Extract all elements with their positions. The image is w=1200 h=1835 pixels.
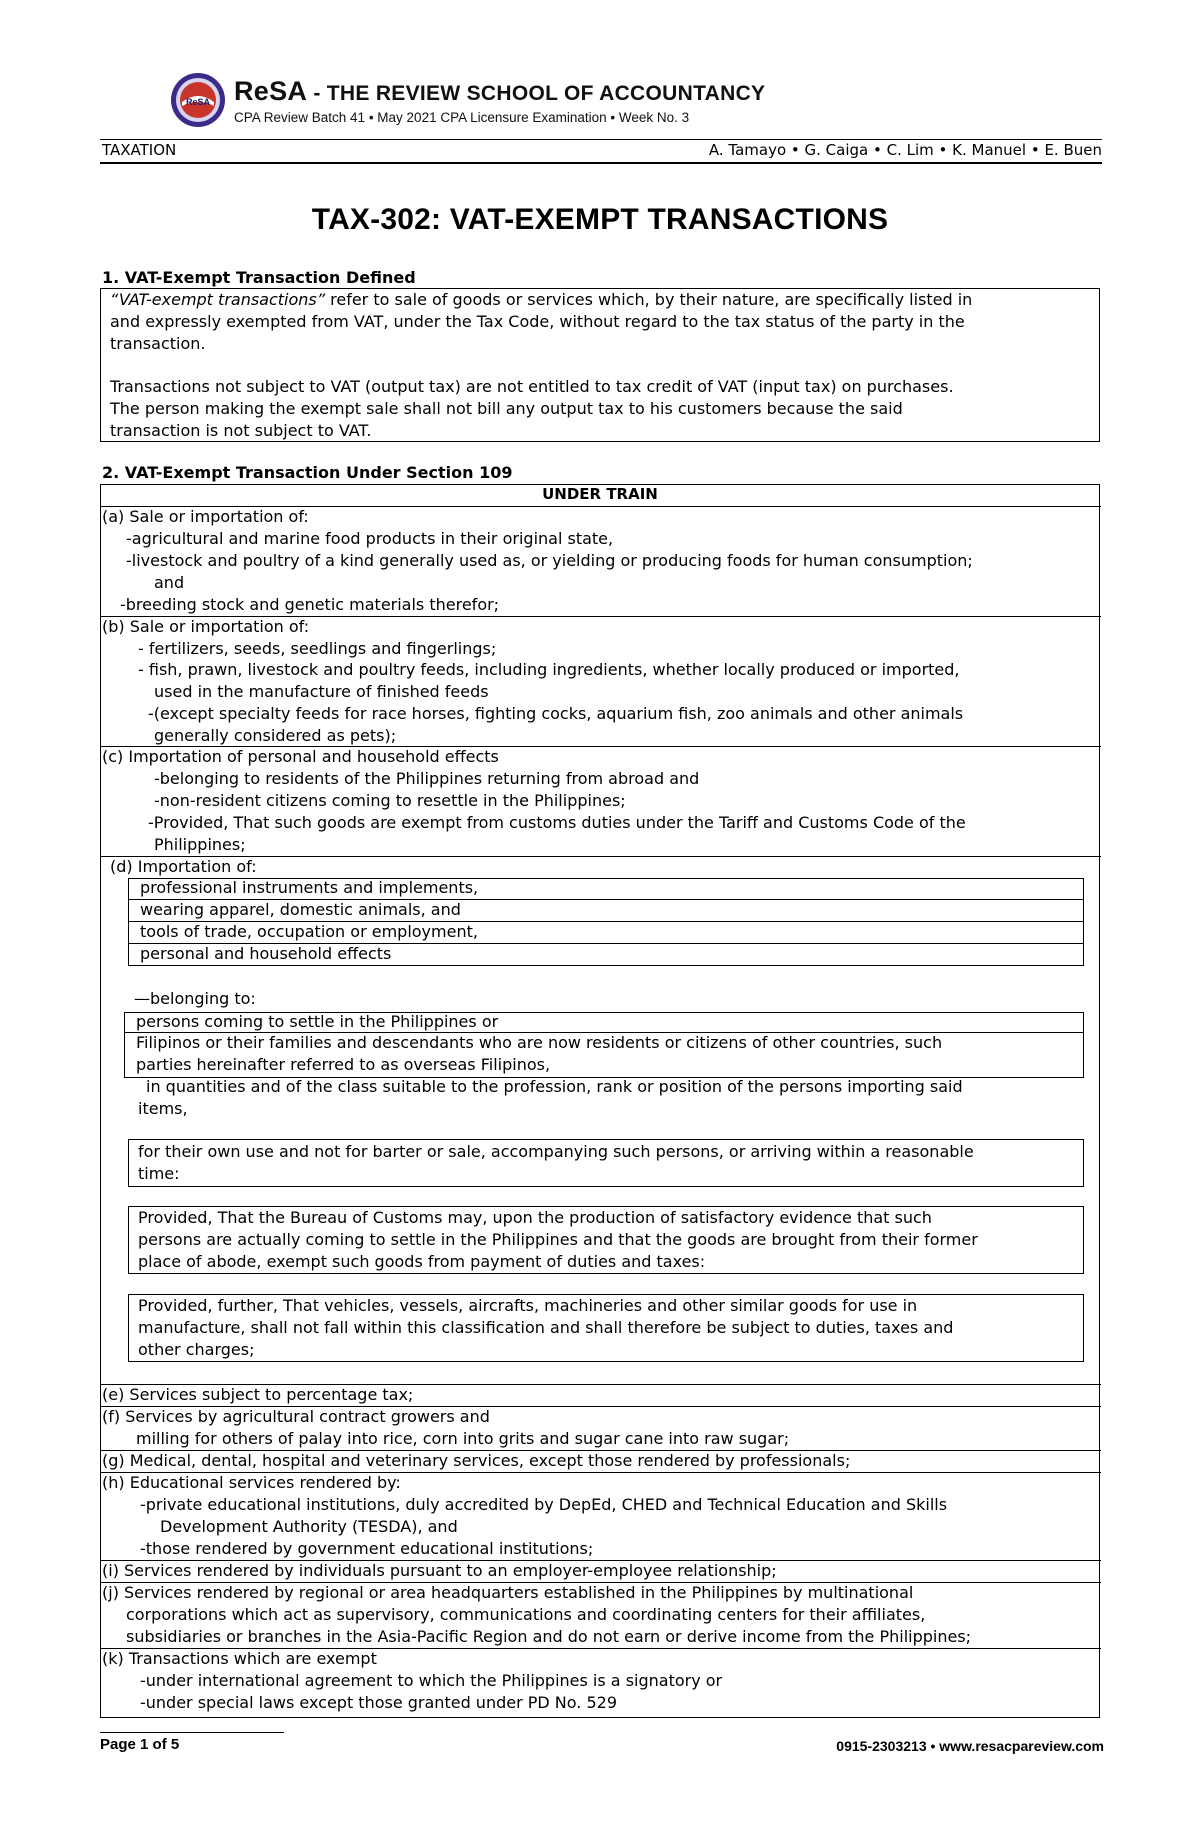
item-h-line: (h) Educational services rendered by:: [102, 1473, 401, 1492]
item-b-line: -(except specialty feeds for race horses, fighting cocks, aquarium fish, zoo animals and other animals: [148, 704, 964, 723]
item-c-line: Philippines;: [154, 835, 246, 854]
definition-line-4: Transactions not subject to VAT (output tax) are not entitled to tax credit of VAT (input tax) on purchases.: [110, 377, 954, 396]
item-k-line: (k) Transactions which are exempt: [102, 1649, 377, 1668]
item-j-line: subsidiaries or branches in the Asia-Pacific Region and do not earn or derive income from the Philippines;: [126, 1627, 972, 1646]
header-rule-top: [100, 139, 1102, 140]
d-persons-line: Filipinos or their families and descendants who are now residents or citizens of other countries, such: [136, 1033, 943, 1052]
item-b-line: used in the manufacture of finished feeds: [154, 682, 489, 701]
item-a-line: (a) Sale or importation of:: [102, 507, 309, 526]
d-belonging-label: —belonging to:: [134, 989, 256, 1008]
page-title: TAX-302: VAT-EXEMPT TRANSACTIONS: [311, 203, 889, 236]
d-persons-line: parties hereinafter referred to as overseas Filipinos,: [136, 1055, 551, 1074]
item-j-line: (j) Services rendered by regional or area headquarters established in the Philippines by multinational: [102, 1583, 914, 1602]
item-f-line: (f) Services by agricultural contract growers and: [102, 1407, 490, 1426]
item-b-line: - fertilizers, seeds, seedlings and fingerlings;: [138, 639, 497, 658]
d-proviso1-line: Provided, That the Bureau of Customs may, upon the production of satisfactory evidence that such: [138, 1208, 932, 1227]
item-d-heading: (d) Importation of:: [110, 857, 257, 876]
d-quantities-line: in quantities and of the class suitable to the profession, rank or position of the persons importing said: [146, 1077, 963, 1096]
item-f-line: milling for others of palay into rice, corn into grits and sugar cane into raw sugar;: [136, 1429, 790, 1448]
item-i-line: (i) Services rendered by individuals pursuant to an employer-employee relationship;: [102, 1561, 777, 1580]
item-k-line: -under special laws except those granted under PD No. 529: [140, 1693, 617, 1712]
item-k-line: -under international agreement to which the Philippines is a signatory or: [140, 1671, 723, 1690]
item-g-line: (g) Medical, dental, hospital and veterinary services, except those rendered by professionals;: [102, 1451, 851, 1470]
header-rule-bottom: [100, 162, 1102, 164]
item-b-line: generally considered as pets);: [154, 726, 397, 745]
item-a-line: and: [154, 573, 185, 592]
authors-label: A. Tamayo • G. Caiga • C. Lim • K. Manuel • E. Buen: [708, 141, 1102, 159]
section2-heading: 2. VAT-Exempt Transaction Under Section 109: [102, 463, 513, 482]
item-c-line: -non-resident citizens coming to resettle in the Philippines;: [154, 791, 626, 810]
d-own-use-line: time:: [138, 1164, 180, 1183]
table-header: UNDER TRAIN: [542, 485, 658, 503]
d-proviso2-line: Provided, further, That vehicles, vessels, aircrafts, machineries and other similar goods for use in: [138, 1296, 918, 1315]
d-quantities-line: items,: [138, 1099, 188, 1118]
item-c-line: (c) Importation of personal and household effects: [102, 747, 499, 766]
definition-line-1: “VAT-exempt transactions” refer to sale of goods or services which, by their nature, are specifically listed in: [110, 290, 973, 309]
item-h-line: -those rendered by government educational institutions;: [140, 1539, 594, 1558]
item-a-line: -agricultural and marine food products in their original state,: [126, 529, 614, 548]
subject-label: TAXATION: [102, 141, 177, 159]
item-b-line: (b) Sale or importation of:: [102, 617, 310, 636]
school-name: ReSA - THE REVIEW SCHOOL OF ACCOUNTANCY: [234, 76, 766, 106]
d-persons-line: persons coming to settle in the Philippines or: [136, 1012, 499, 1031]
d-proviso1-line: place of abode, exempt such goods from payment of duties and taxes:: [138, 1252, 706, 1271]
item-c-line: -belonging to residents of the Philippines returning from abroad and: [154, 769, 700, 788]
definition-line-6: transaction is not subject to VAT.: [110, 421, 372, 440]
d-own-use-line: for their own use and not for barter or sale, accompanying such persons, or arriving within a reasonable: [138, 1142, 974, 1161]
d-goods-item: professional instruments and implements,: [140, 878, 479, 897]
footer-rule: [100, 1732, 284, 1733]
item-a-line: -livestock and poultry of a kind generally used as, or yielding or producing foods for human consumption;: [126, 551, 973, 570]
d-goods-item: personal and household effects: [140, 944, 392, 963]
item-j-line: corporations which act as supervisory, communications and coordinating centers for their affiliates,: [126, 1605, 926, 1624]
d-goods-item: tools of trade, occupation or employment,: [140, 922, 478, 941]
d-proviso2-line: manufacture, shall not fall within this classification and shall therefore be subject to duties, taxes and: [138, 1318, 954, 1337]
resa-logo-icon: [170, 72, 226, 128]
page-header: [170, 72, 930, 132]
definition-line-2: and expressly exempted from VAT, under the Tax Code, without regard to the tax status of the party in the: [110, 312, 965, 331]
item-b-line: - fish, prawn, livestock and poultry feeds, including ingredients, whether locally produced or imported,: [138, 660, 960, 679]
d-proviso2-line: other charges;: [138, 1340, 255, 1359]
definition-line-5: The person making the exempt sale shall not bill any output tax to his customers because the said: [110, 399, 903, 418]
item-e-line: (e) Services subject to percentage tax;: [102, 1385, 414, 1404]
item-h-line: -private educational institutions, duly accredited by DepEd, CHED and Technical Education and Skills: [140, 1495, 948, 1514]
logo-text: ReSA: [185, 97, 211, 107]
item-a-line: -breeding stock and genetic materials therefor;: [120, 595, 500, 614]
section1-heading: 1. VAT-Exempt Transaction Defined: [102, 268, 416, 287]
d-proviso1-line: persons are actually coming to settle in the Philippines and that the goods are brought from their former: [138, 1230, 978, 1249]
item-h-line: Development Authority (TESDA), and: [160, 1517, 458, 1536]
item-c-line: -Provided, That such goods are exempt from customs duties under the Tariff and Customs Code of the: [148, 813, 966, 832]
definition-line-3: transaction.: [110, 334, 206, 353]
batch-subline: CPA Review Batch 41 • May 2021 CPA Licensure Examination • Week No. 3: [234, 110, 690, 125]
footer-contact: 0915-2303213 • www.resacpareview.com: [836, 1738, 1104, 1754]
d-goods-item: wearing apparel, domestic animals, and: [140, 900, 461, 919]
page-number: Page 1 of 5: [100, 1736, 180, 1753]
